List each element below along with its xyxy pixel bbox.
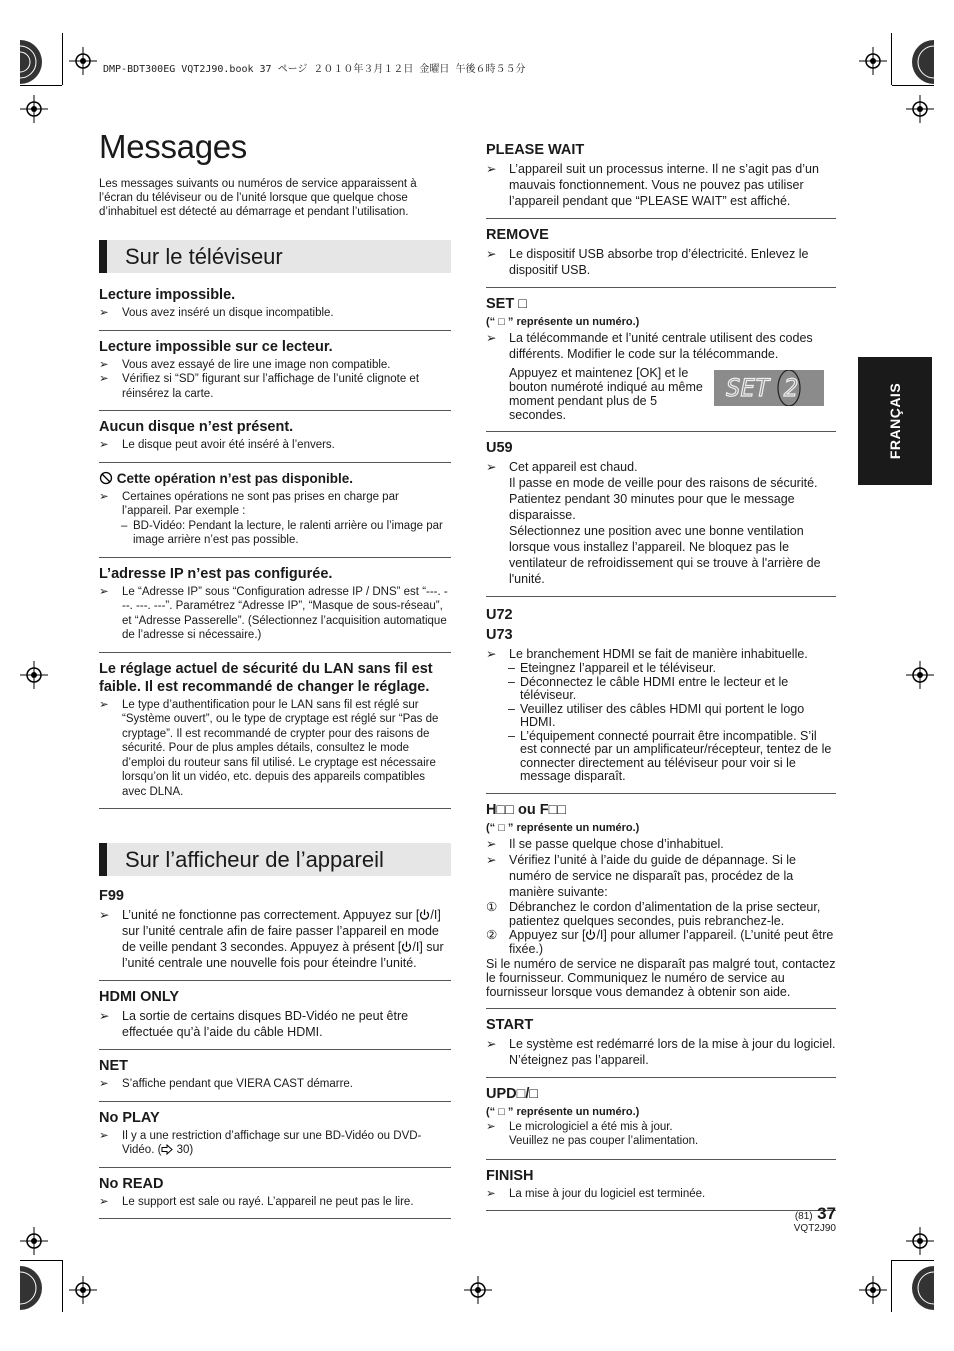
right-column (486, 138, 836, 1211)
page-number-small: (81) (794, 1211, 813, 1222)
bullet-icon: ➢ (486, 647, 497, 661)
message-entry (99, 279, 451, 331)
message-item: ➢ La sortie de certains disques BD-Vidéo ne peut être effectuée qu’à l’aide du câble HDMI. (99, 1009, 409, 1039)
section-heading-unit: Sur l’afficheur de l’appareil (99, 843, 451, 876)
registration-mark-icon (69, 1276, 97, 1304)
message-entry (486, 597, 836, 794)
message-entry (99, 1102, 451, 1168)
bullet-icon: ➢ (486, 1120, 496, 1133)
bullet-icon: ➢ (99, 585, 109, 598)
message-entry (99, 1050, 451, 1102)
message-entry (99, 981, 451, 1050)
message-item: ➢ Vous avez essayé de lire une image non compatible. (99, 358, 391, 371)
bullet-icon: ➢ (99, 908, 110, 922)
message-item: ➢ Le dispositif USB absorbe trop d’électricité. Enlevez le dispositif USB. (486, 247, 809, 277)
bullet-icon: ➢ (486, 852, 497, 867)
message-title: Lecture impossible sur ce lecteur. (99, 338, 333, 355)
message-subitem: – Déconnectez le câble HDMI entre le lecteur et le téléviseur. (508, 674, 789, 702)
message-item: ➢ L’unité ne fonctionne pas correctement. Appuyez sur [ /I] sur l’unité centrale afin de faire passer l’appareil en mode de veille pendant 3 secondes. Appuyez à présent [ /I] sur l’unité centrale une nouvelle fois pour éteindre l’unité. (99, 908, 444, 970)
bullet-icon: ➢ (486, 836, 497, 851)
bullet-icon: ➢ (99, 1078, 109, 1090)
message-item: ➢ La télécommande et l’unité centrale utilisent des codes différents. Modifier le code sur la télécommande. (486, 331, 813, 361)
dash-marker: – (508, 701, 515, 716)
message-entry (486, 432, 836, 597)
message-note: (“ □ ” représente un numéro.) (486, 1105, 640, 1118)
message-title: Le réglage actuel de sécurité du LAN sans fil est faible. Il est recommandé de changer le réglage. (99, 660, 433, 695)
message-title: U72 (486, 607, 513, 623)
registration-mark-icon (859, 47, 887, 75)
bullet-icon: ➢ (486, 1036, 497, 1051)
message-item: ➢ Le micrologiciel a été mis à jour. (486, 1120, 673, 1133)
lcd-set-display-icon (714, 370, 824, 406)
registration-mark-icon (20, 95, 48, 123)
message-entry (486, 219, 836, 288)
message-entry (486, 1078, 836, 1160)
message-item: ➢ Vérifiez l’unité à l’aide du guide de dépannage. Si le numéro de service ne disparaît pas, procédez de la manière suivante: (486, 852, 797, 899)
message-entry (99, 463, 451, 558)
page-number-big: 37 (817, 1204, 836, 1223)
message-item: ➢ Le disque peut avoir été inséré à l’envers. (99, 439, 335, 451)
message-item: ➢ La mise à jour du logiciel est terminée. (486, 1187, 706, 1200)
message-entry (99, 653, 451, 810)
dash-marker: – (508, 674, 515, 689)
message-entry (486, 1009, 836, 1078)
message-item: ➢ Il se passe quelque chose d’inhabituel. (486, 836, 724, 851)
section-heading-tv: Sur le téléviseur (99, 240, 451, 273)
bullet-icon: ➢ (486, 247, 497, 261)
message-item: ➢ Le système est redémarré lors de la mise à jour du logiciel. N’éteignez pas l’appareil. (486, 1036, 836, 1067)
message-subitem: – Eteingnez l’appareil et le téléviseur. (508, 661, 716, 675)
message-entry (99, 411, 451, 463)
crop-mark (20, 85, 62, 86)
message-title: NET (99, 1058, 128, 1074)
crop-mark (892, 1260, 934, 1261)
power-icon (419, 909, 430, 921)
prohibited-icon (99, 471, 113, 485)
crop-mark (20, 1260, 62, 1261)
registration-mark-icon (859, 1276, 887, 1304)
crop-mark (891, 1260, 892, 1312)
message-item: ➢ Le type d’authentification pour le LAN sans fil est réglé sur “Système ouvert”, ou le type de cryptage est réglé sur “Pas de cryptage”. Il est recommandé de crypter pour des raisons de sécurité. Pour de plus amples détails, consultez le mode d’emploi du routeur sans fil utilisé. Le cryptage est nécessaire lorsqu’on lit un vidéo, etc. depuis des appareils compatibles avec DLNA. (99, 698, 439, 798)
print-header: DMP-BDT300EG VQT2J90.book 37 ページ ２０１０年３月１２日 金曜日 午後６時５５分 (103, 64, 526, 75)
bullet-icon: ➢ (99, 1009, 110, 1023)
step-2-marker: ② (486, 927, 498, 942)
message-title: U59 (486, 440, 513, 456)
bullet-icon: ➢ (486, 460, 497, 474)
message-item: ➢ Vous avez inséré un disque incompatible. (99, 307, 334, 319)
page-title: Messages (99, 128, 248, 165)
message-subitem: – BD-Vidéo: Pendant la lecture, le ralenti arrière ou l’image par image arrière n’est pas possible. (121, 519, 443, 546)
message-item: ➢ Le branchement HDMI se fait de manière inhabituelle. (486, 647, 808, 661)
registration-mark-icon (464, 1276, 492, 1304)
message-entry (99, 1168, 451, 1220)
message-title: H□□ ou F□□ (486, 801, 567, 818)
corner-ornament-icon (912, 1266, 934, 1310)
step-item: ① Débranchez le cordon d’alimentation de la prise secteur, patientez quelques secondes, puis rebranchez-le. (486, 899, 821, 928)
message-item: ➢ Cet appareil est chaud. (486, 460, 638, 474)
bullet-icon: ➢ (99, 1195, 109, 1208)
step-1-marker: ① (486, 899, 498, 914)
message-paragraph: Si le numéro de service ne disparaît pas malgré tout, contactez le fournisseur. Communiquez le numéro de service au fournisseur lorsque vous demandez à obtenir son aide. (486, 956, 836, 999)
bullet-icon: ➢ (486, 1187, 496, 1200)
page-number (795, 1204, 836, 1224)
registration-mark-icon (20, 1227, 48, 1255)
message-subitem: – Veuillez utiliser des câbles HDMI qui portent le logo HDMI. (508, 701, 805, 729)
message-title: PLEASE WAIT (486, 142, 585, 158)
document-code: VQT2J90 (793, 1223, 836, 1234)
message-title: Cette opération n’est pas disponible. (99, 470, 451, 488)
message-title: START (486, 1016, 534, 1033)
message-title: REMOVE (486, 227, 549, 243)
registration-mark-icon (20, 661, 48, 689)
message-title: SET □ (486, 296, 527, 312)
dash-marker: – (121, 519, 128, 532)
message-title: Lecture impossible. (99, 287, 236, 303)
message-title: U73 (486, 627, 513, 643)
bullet-icon: ➢ (99, 1129, 109, 1142)
message-entry (486, 141, 836, 219)
message-title: No READ (99, 1175, 164, 1192)
step-item: ② Appuyez sur [ /I] pour allumer l’appareil. (L’unité peut être fixée.) (486, 927, 834, 956)
message-entry (99, 558, 451, 653)
message-title: F99 (99, 888, 124, 904)
message-paragraph: Sélectionnez une position avec une bonne ventilation lorsque vous installez l’appareil. Ne bloquez pas le ventilateur de refroidissement qui se trouve à l'arrière de l'unité. (509, 524, 821, 586)
crop-mark (62, 33, 63, 85)
bullet-icon: ➢ (486, 331, 497, 345)
message-entry (486, 794, 836, 1009)
lcd-display (714, 370, 824, 406)
registration-mark-icon (906, 1227, 934, 1255)
dash-marker: – (508, 728, 515, 743)
message-title: FINISH (486, 1167, 534, 1184)
bullet-icon: ➢ (99, 373, 109, 385)
message-title: No PLAY (99, 1109, 160, 1126)
bullet-icon: ➢ (99, 439, 109, 451)
message-paragraph: Veuillez ne pas couper l’alimentation. (509, 1135, 699, 1147)
message-item: ➢ Certaines opérations ne sont pas prises en charge par l’appareil. Par exemple : (99, 490, 399, 517)
bullet-icon: ➢ (99, 358, 109, 371)
corner-ornament-icon (20, 40, 42, 84)
language-tab-label: FRANÇAIS (887, 382, 903, 460)
registration-mark-icon (69, 47, 97, 75)
message-item: ➢ Vérifiez si “SD” figurant sur l’affichage de l’unité clignote et réinsérez la carte. (99, 373, 420, 400)
power-icon (585, 929, 596, 941)
message-entry (99, 331, 451, 412)
message-title: Aucun disque n’est présent. (99, 419, 294, 435)
message-subitem: – L’équipement connecté pourrait être incompatible. S’il est connecté par un amplificateur/récepteur, tentez de le connecter directement au téléviseur pour voir si le message disparaît. (508, 728, 832, 783)
message-title: L’adresse IP n’est pas configurée. (99, 565, 333, 582)
bullet-icon: ➢ (486, 162, 497, 176)
registration-mark-icon (906, 95, 934, 123)
message-note: (“ □ ” représente un numéro.) (486, 821, 640, 834)
message-entry (486, 1160, 836, 1212)
set-instructions (486, 366, 836, 422)
message-title: UPD□/□ (486, 1085, 539, 1102)
corner-ornament-icon (20, 1266, 42, 1310)
crop-mark (891, 33, 892, 85)
dash-marker: – (508, 661, 515, 675)
message-entry (99, 882, 451, 981)
bullet-icon: ➢ (99, 698, 109, 711)
intro-text: Les messages suivants ou numéros de service apparaissent à l’écran du téléviseur ou de l’unité lorsque que quelque chose d’inhabituel est détecté au démarrage et pendant l’utilisation. (99, 178, 417, 218)
crop-mark (892, 85, 934, 86)
bullet-icon: ➢ (99, 307, 109, 319)
message-item: ➢ Le support est sale ou rayé. L’appareil ne peut pas le lire. (99, 1195, 414, 1208)
power-icon (401, 941, 412, 953)
registration-mark-icon (906, 661, 934, 689)
lcd-text: SET 2 (726, 374, 799, 402)
arrow-right-icon (161, 1144, 173, 1155)
bullet-icon: ➢ (99, 490, 109, 503)
crop-mark (62, 1260, 63, 1312)
message-item: ➢ S’affiche pendant que VIERA CAST démarre. (99, 1078, 353, 1090)
message-item: ➢ Il y a une restriction d’affichage sur une BD-Vidéo ou DVD-Vidéo. ( 30) (99, 1129, 422, 1156)
message-title: HDMI ONLY (99, 989, 180, 1005)
language-tab (858, 357, 932, 485)
corner-ornament-icon (912, 40, 934, 84)
left-column (99, 240, 451, 1219)
message-paragraph: Il passe en mode de veille pour des raisons de sécurité. Patientez pendant 30 minutes pour que le message disparaisse. (509, 476, 818, 522)
message-note: (“ □ ” représente un numéro.) (486, 316, 640, 328)
set-hold-text: Appuyez et maintenez [OK] et le bouton numéroté indiqué au même moment pendant plus de 5 secondes. (509, 366, 703, 422)
message-item: ➢ L’appareil suit un processus interne. Il ne s’agit pas d’un mauvais fonctionnement. Vous ne pouvez pas utiliser l’appareil pendant que “PLEASE WAIT” est affiché. (486, 162, 819, 208)
message-entry (486, 288, 836, 432)
message-item: ➢ Le “Adresse IP” sous “Configuration adresse IP / DNS” est “---. ---. ---. ---”. Paramétrez “Adresse IP”, “Masque de sous-réseau”, et “Adresse Passerelle”. (Sélectionnez l’acquisition automatique de l’adresse si nécessaire.) (99, 585, 448, 641)
